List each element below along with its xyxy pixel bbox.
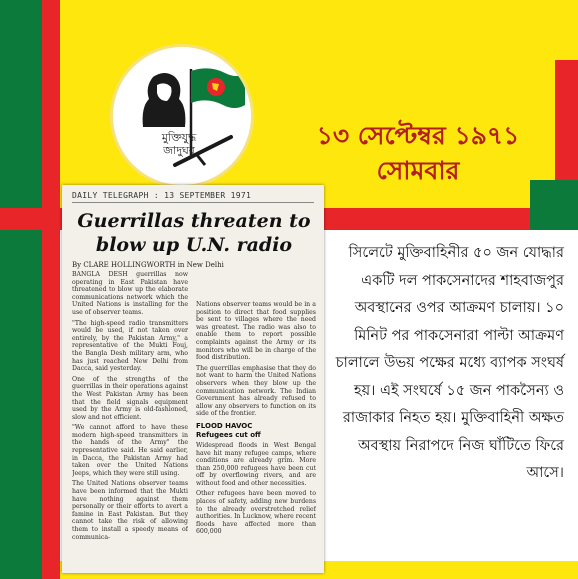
subhead-line-2: Refugees cut off xyxy=(196,430,261,439)
date-text: ১৩ সেপ্টেম্বর ১৯৭১ xyxy=(316,121,520,150)
museum-logo xyxy=(110,44,254,188)
clipping-byline: By CLARE HOLLINGWORTH in New Delhi xyxy=(72,261,224,269)
clipping-paragraph: "We cannot afford to have these modern high-speed transmitters in the hands of the Army" the representative said. He said earlier, in Dacca, the Pakistan Army had taken over the United Nations Jeeps, which they were still using. xyxy=(72,424,188,477)
clipping-headline xyxy=(74,209,314,257)
logo-text xyxy=(139,131,219,157)
subhead-line-1: FLOOD HAVOC xyxy=(196,421,253,430)
logo-text-line1: মুক্তিযুদ্ধ xyxy=(161,131,197,144)
day-text: সোমবার xyxy=(376,156,460,185)
clipping-paragraph: BANGLA DESH guerrillas now operating in East Pakistan have threatened to blow up the elaborate communications network which the United Nations is installing for the use of observer teams. xyxy=(72,271,188,316)
event-description: সিলেটে মুক্তিবাহিনীর ৫০ জন যোদ্ধার একটি দল পাকসেনাদের শাহবাজপুর অবস্থানের ওপর আক্রমণ চালায়। ১০ মিনিট পর পাকসেনারা পাল্টা আক্রমণ চালালে উভয় পক্ষের মধ্যে ব্যাপক সংঘর্ষ হয়। এই সংঘর্ষে ১৫ জন পাকসৈন্য ও রাজাকার নিহত হয়। মুক্তিবাহিনী অক্ষত অবস্থায় নিরাপদে নিজ ঘাঁটিতে ফিরে আসে। xyxy=(335,245,564,481)
clipping-subhead xyxy=(196,422,316,440)
logo-text-line2: জাদুঘর xyxy=(163,144,195,157)
clipping-paragraph: Widespread floods in West Bengal have hit many refugee camps, where conditions are already grim. More than 250,000 refugees have been cut off by overflowing rivers, and are without food and other necessities. xyxy=(196,441,316,487)
clipping-column-right xyxy=(196,301,316,571)
logo-emblem-icon xyxy=(113,47,251,185)
headline-line-2: blow up U.N. radio xyxy=(95,234,293,256)
clipping-paragraph: "The high-speed radio transmitters would be used, if not taken over entirely, by the Pakistan Army," a representative of the Mukti Fouj, the Bangla Desh military arm, who has just reached New Delhi from Dacca, said yesterday. xyxy=(72,319,188,373)
clipping-paragraph: Other refugees have been moved to places of safety, adding new burdens to the already overstretched relief authorities. In Lucknow, where recent floods have affected more than 600,000 xyxy=(196,490,316,536)
date-heading xyxy=(268,118,568,188)
newspaper-clipping xyxy=(62,185,324,573)
headline-line-1: Guerrillas threaten to xyxy=(77,210,311,232)
clipping-column-left xyxy=(72,271,188,571)
green-band-left xyxy=(0,0,42,579)
clipping-masthead: DAILY TELEGRAPH : 13 SEPTEMBER 1971 xyxy=(72,191,314,203)
clipping-paragraph: Nations observer teams would be in a position to direct that food supplies be sent to villages where the need was greatest. The radio was also to enable them to report possible complaints against the Army or its monitors who will be in charge of the food distribution. xyxy=(196,301,316,362)
clipping-paragraph: The guerrillas emphasise that they do not want to harm the United Nations observers when they blow up the communication network. The Indian Government has already refused to allow any observers to function on its side of the frontier. xyxy=(196,364,316,418)
clipping-paragraph: One of the strengths of the guerrillas in their operations against the West Pakistan Army has been that the field signals equipment used by the Army is old-fashioned, slow and not efficient. xyxy=(72,375,188,421)
red-band-vertical xyxy=(42,0,60,579)
clipping-paragraph: The United Nations observer teams have been informed that the Mukti have nothing against them personally or their efforts to avert a famine in East Pakistan. But they cannot take the risk of allowing them to install a speedy means of communica- xyxy=(72,480,188,541)
